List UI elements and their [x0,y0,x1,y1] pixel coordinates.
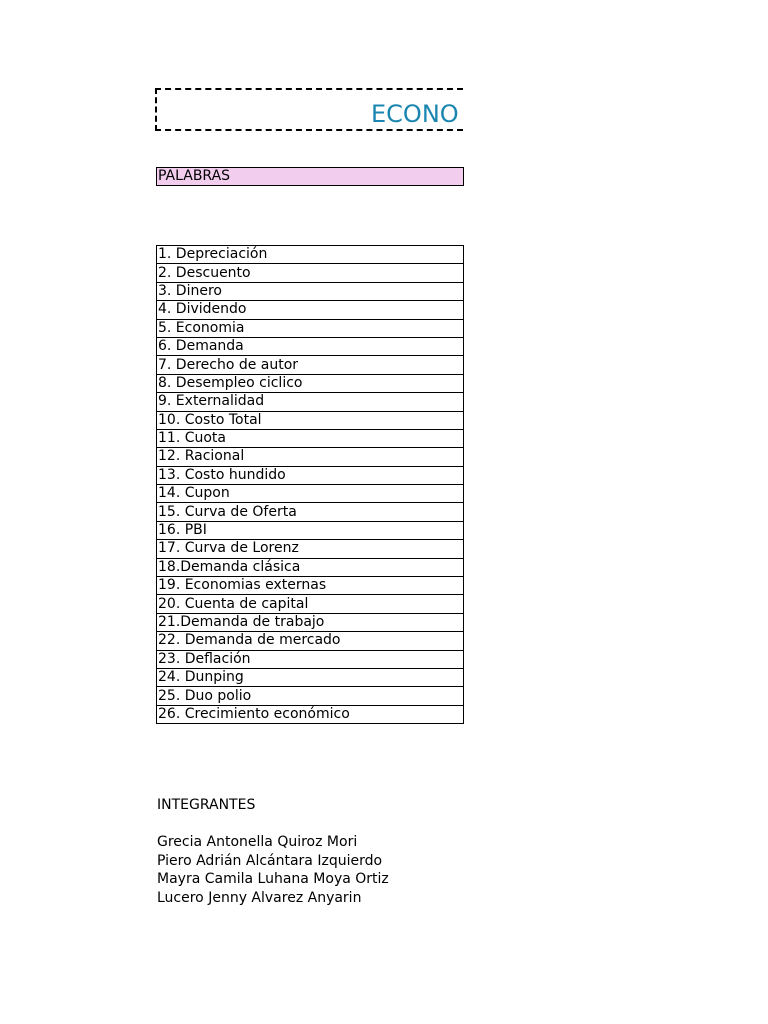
table-row [157,650,464,668]
table-row [157,301,464,319]
word-cell: 1. Depreciación [157,246,464,264]
word-cell: 7. Derecho de autor [157,356,464,374]
word-cell: 14. Cupon [157,485,464,503]
word-cell: 13. Costo hundido [157,466,464,484]
table-row [157,687,464,705]
table-row [157,264,464,282]
table-row [157,374,464,392]
table-row [157,282,464,300]
member-name: Lucero Jenny Alvarez Anyarin [157,889,362,906]
word-cell: 2. Descuento [157,264,464,282]
table-row [157,485,464,503]
word-cell: 8. Desempleo ciclico [157,374,464,392]
word-cell: 6. Demanda [157,337,464,355]
word-cell: 20. Cuenta de capital [157,595,464,613]
table-row [157,558,464,576]
word-cell: 10. Costo Total [157,411,464,429]
words-header: PALABRAS [156,167,464,186]
table-row [157,246,464,264]
table-row [157,393,464,411]
table-row [157,705,464,723]
title-box [155,88,463,131]
member-name: Grecia Antonella Quiroz Mori [157,834,358,850]
table-row [157,595,464,613]
word-cell: 16. PBI [157,521,464,539]
word-cell: 22. Demanda de mercado [157,632,464,650]
word-cell: 9. Externalidad [157,393,464,411]
members-heading: INTEGRANTES [157,797,256,813]
table-row [157,337,464,355]
word-cell: 21.Demanda de trabajo [157,613,464,631]
word-cell: 26. Crecimiento económico [157,705,464,723]
table-row [157,429,464,447]
word-cell: 11. Cuota [157,429,464,447]
table-row [157,613,464,631]
words-table [156,245,464,724]
members-list [157,833,389,907]
table-row [157,668,464,686]
table-row [157,448,464,466]
word-cell: 18.Demanda clásica [157,558,464,576]
member-name: Mayra Camila Luhana Moya Ortiz [157,871,389,887]
word-cell: 15. Curva de Oferta [157,503,464,521]
page-title: ECONO [371,100,459,128]
table-row [157,411,464,429]
word-cell: 3. Dinero [157,282,464,300]
word-cell: 4. Dividendo [157,301,464,319]
table-row [157,503,464,521]
word-cell: 5. Economia [157,319,464,337]
table-row [157,540,464,558]
word-cell: 25. Duo polio [157,687,464,705]
word-cell: 23. Deflación [157,650,464,668]
table-row [157,577,464,595]
table-row [157,521,464,539]
table-row [157,356,464,374]
word-cell: 17. Curva de Lorenz [157,540,464,558]
table-row [157,466,464,484]
word-cell: 19. Economias externas [157,577,464,595]
members-section [157,796,389,907]
word-cell: 12. Racional [157,448,464,466]
word-cell: 24. Dunping [157,668,464,686]
member-name: Piero Adrián Alcántara Izquierdo [157,852,383,869]
table-row [157,632,464,650]
table-row [157,319,464,337]
